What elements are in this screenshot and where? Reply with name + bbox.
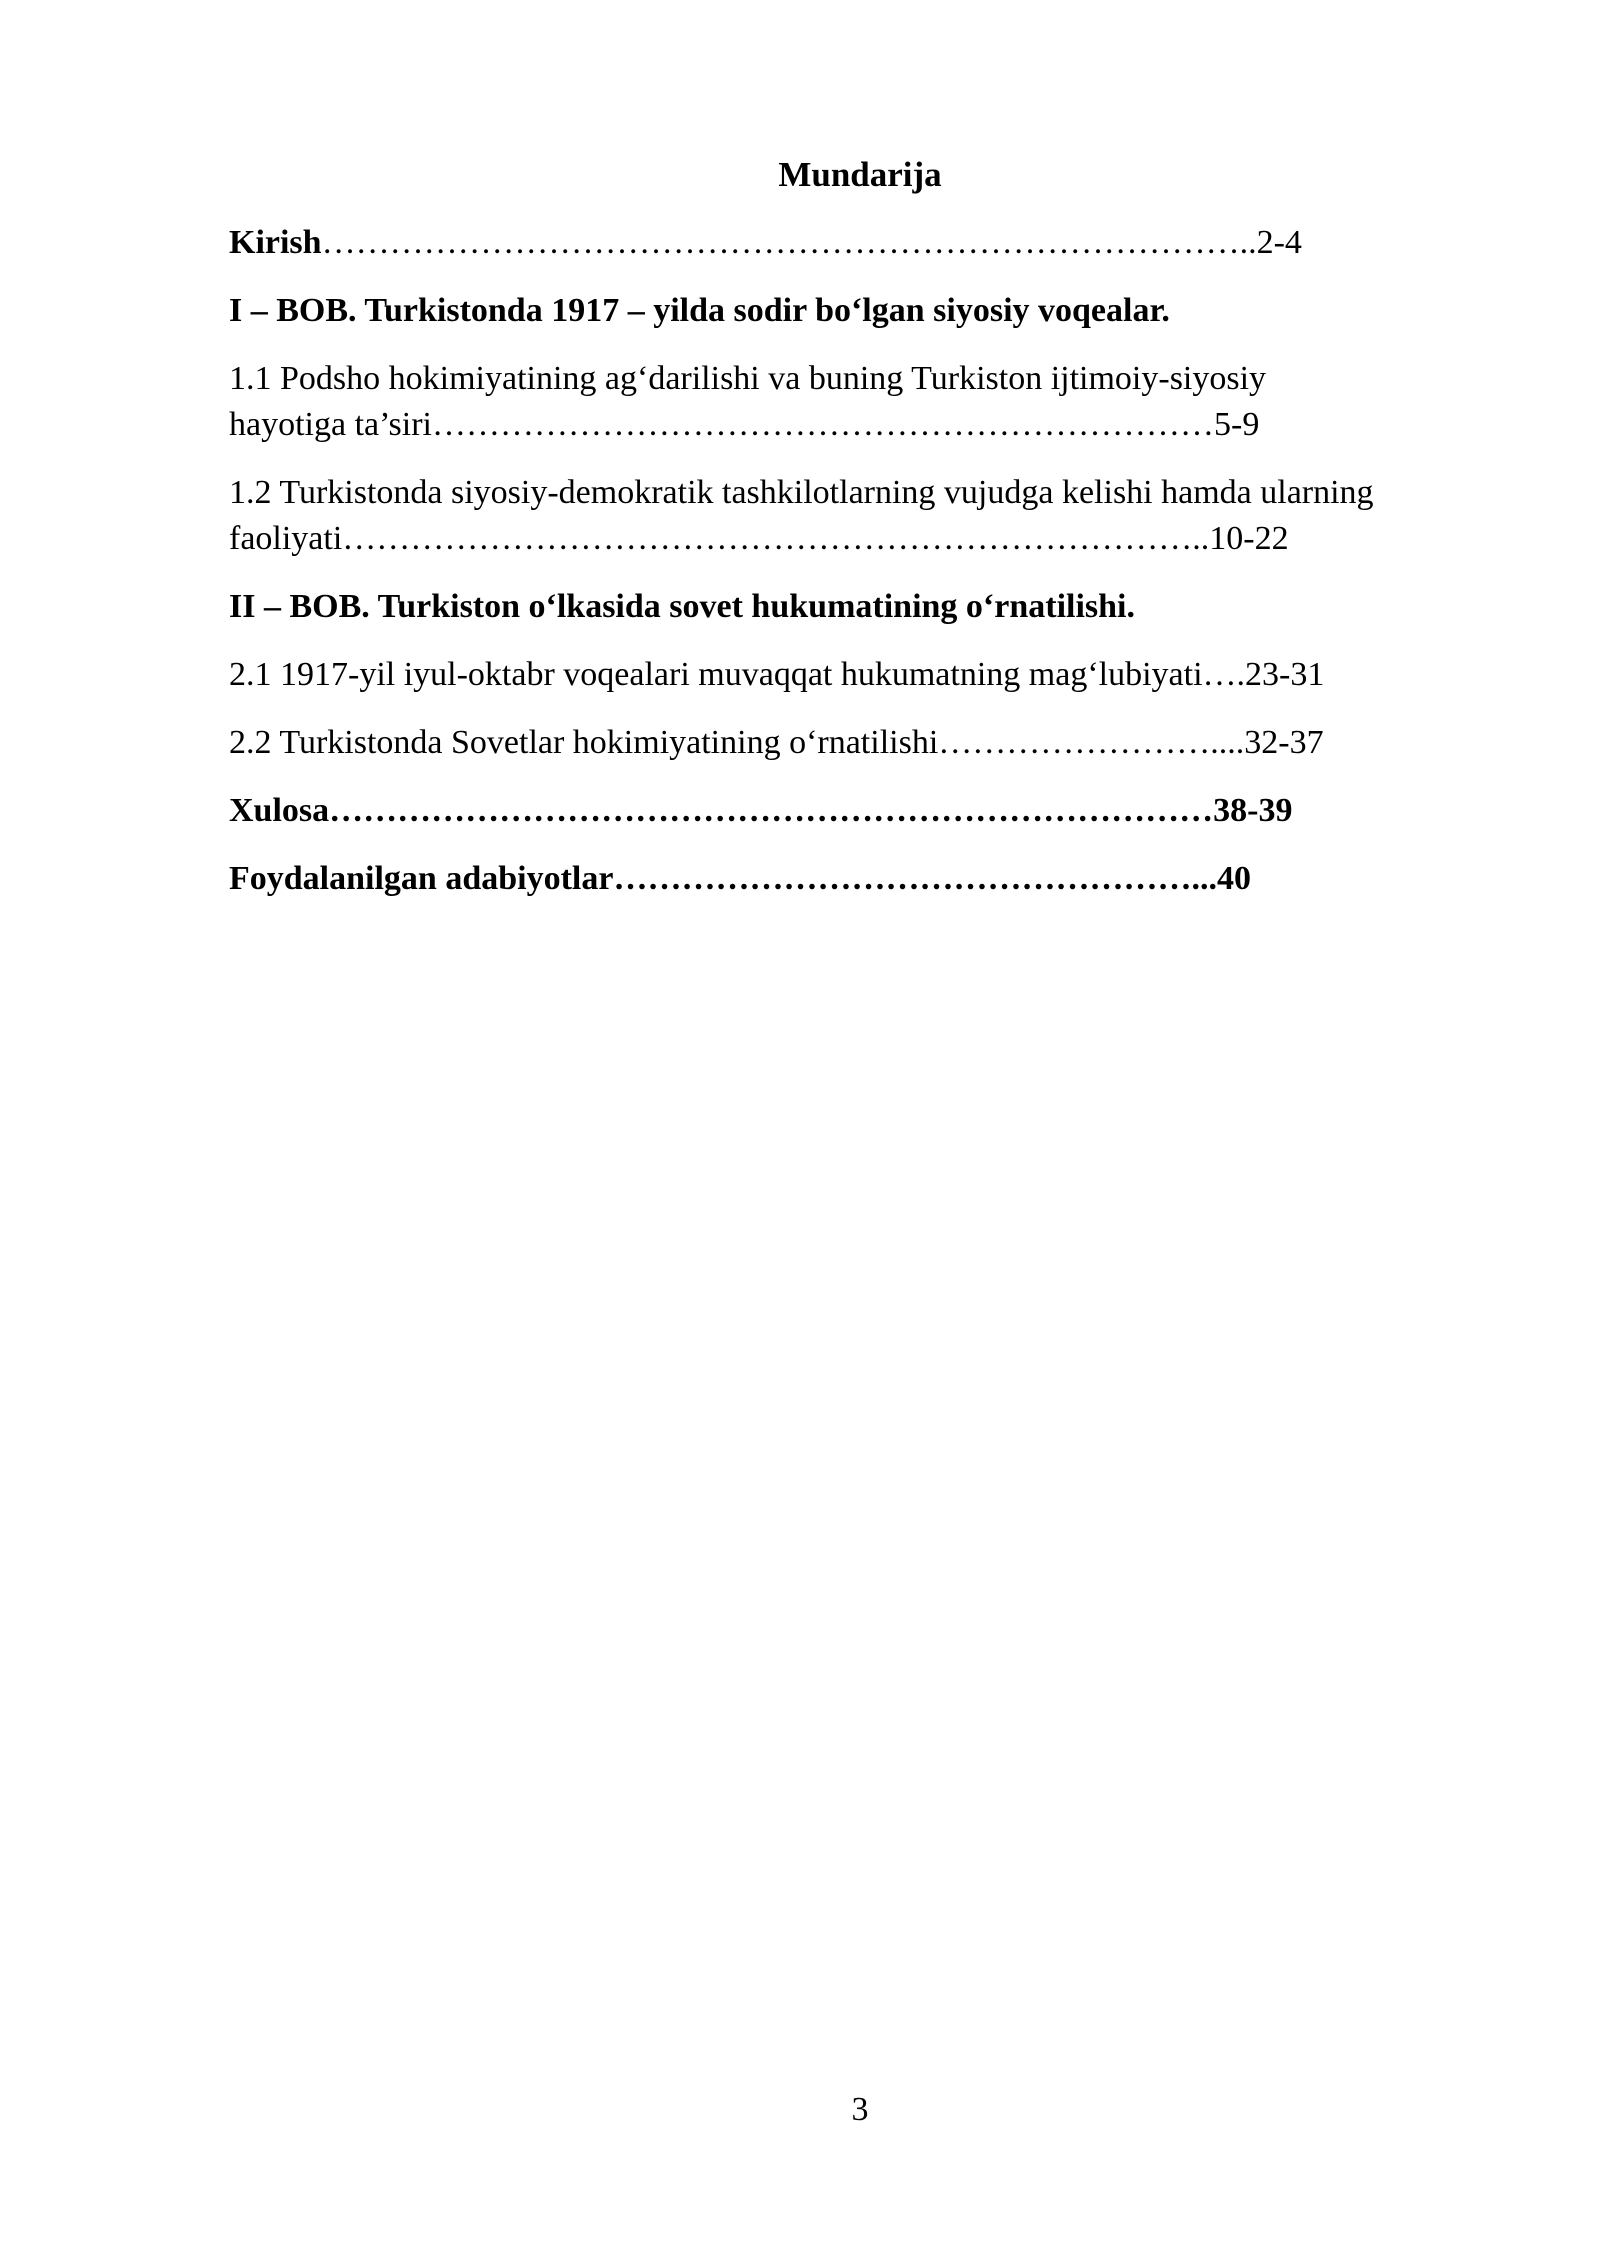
toc-entry-line: hayotiga ta’siri……………………………………………………………5-9 (229, 406, 1260, 443)
toc-entry-line: 1.2 Turkistonda siyosiy-demokratik tashkilotlarning vujudga kelishi hamda ularning (229, 474, 1374, 511)
toc-section-2-2: 2.2 Turkistonda Sovetlar hokimiyatining o‘rnatilishi……………………....32-37 (229, 724, 1324, 761)
toc-entry-label: Kirish (229, 224, 322, 261)
toc-section-2-1: 2.1 1917-yil iyul-oktabr voqealari muvaqqat hukumatning mag‘lubiyati….23-31 (229, 656, 1325, 693)
toc-entry-kirish (229, 220, 1489, 266)
page-title: Mundarija (778, 155, 942, 194)
toc-chapter-2: II – BOB. Turkiston o‘lkasida sovet hukumatining o‘rnatilishi. (229, 588, 1135, 625)
toc-entry-leader: ………………………………………………………………………..2-4 (321, 224, 1302, 261)
toc-entry-xulosa: Xulosa……………………………………………………………………38-39 (229, 792, 1293, 829)
toc-entry-line: faoliyati…………………………………………………………………..10-22 (229, 520, 1289, 557)
page-number: 3 (851, 2091, 869, 2128)
toc-section-1-1 (229, 356, 1489, 448)
toc-entry-adabiyotlar: Foydalanilgan adabiyotlar……………………………………………...40 (229, 860, 1251, 897)
table-of-contents (229, 220, 1489, 902)
toc-section-1-2 (229, 470, 1489, 562)
toc-entry-line: 1.1 Podsho hokimiyatining ag‘darilishi va buning Turkiston ijtimoiy-siyosiy (229, 360, 1267, 397)
toc-chapter-1: I – BOB. Turkistonda 1917 – yilda sodir bo‘lgan siyosiy voqealar. (229, 292, 1170, 329)
